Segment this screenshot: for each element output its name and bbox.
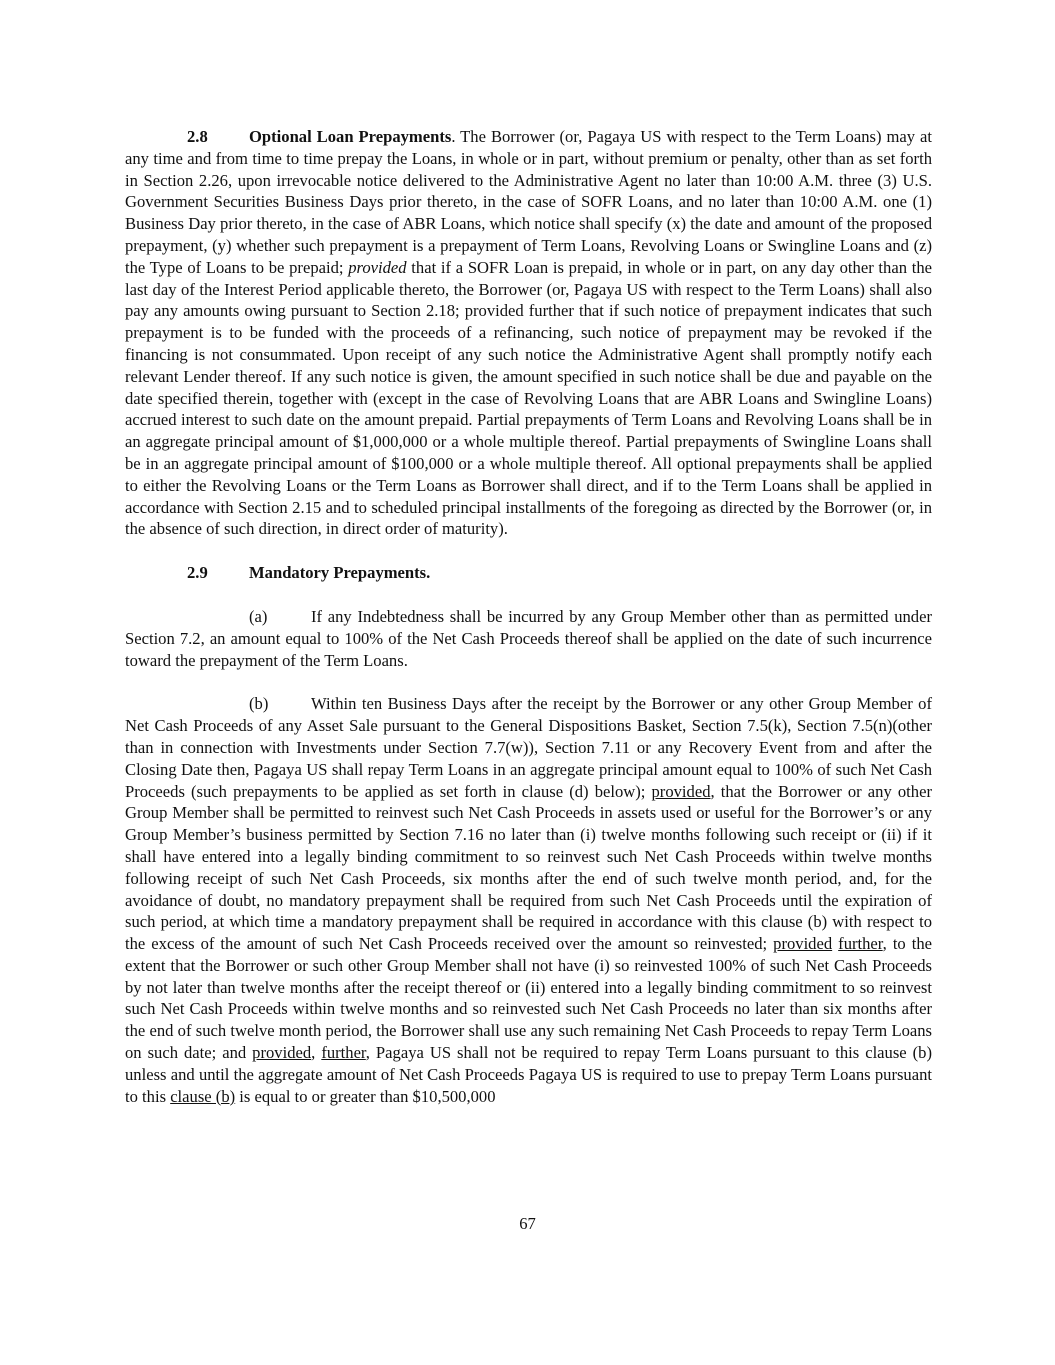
body-text: If any Indebtedness shall be incurred by any Group Member other than as permitted under Section 7.2, an amount equal to 100% of the Net Cash Proceeds thereof shall be applied on the date of such incurrence toward the prepayment of the Term Loans.: [125, 606, 932, 670]
section-number: 2.9: [187, 563, 208, 583]
underlined-term: provided: [651, 781, 711, 801]
underlined-term: clause (b): [170, 1086, 236, 1106]
clause-label: (b): [249, 694, 269, 714]
section-number: 2.8: [187, 127, 208, 146]
italic-term: provided: [348, 257, 407, 277]
underlined-term: further: [321, 1043, 366, 1063]
clause-label: (a): [249, 606, 268, 626]
document-page: [125, 126, 932, 1107]
body-text: . The Borrower (or, Pagaya US with respect to the Term Loans) may at any time and from time to time prepay the Loans, in whole or in part, without premium or penalty, other than as set forth in Section 2.26, upon irrevocable notice delivered to the Administrative Agent no later than 10:00 A.M. three (3) U.S. Government Securities Business Days prior thereto, in the case of SOFR Loans, and no later than 10:00 A.M. one (1) Business Day prior thereto, in the case of ABR Loans, which notice shall specify (x) the date and amount of the proposed prepayment, (y) whether such prepayment is a prepayment of Term Loans, Revolving Loans or Swingline Loans and (z) the Type of Loans to be prepaid;: [125, 127, 932, 277]
body-text: ,: [311, 1043, 322, 1063]
body-text: that if a SOFR Loan is prepaid, in whole or in part, on any day other than the last day of the Interest Period applicable thereto, the Borrower (or, Pagaya US with respect to the Term Loans) shall also pay any amounts owing pursuant to Section 2.18; provided further that if such notice of prepayment indicates that such prepayment is to be funded with the proceeds of a refinancing, such notice of prepayment may be revoked if the financing is not consummated. Upon receipt of any such notice the Administrative Agent shall promptly notify each relevant Lender thereof. If any such notice is given, the amount specified in such notice shall be due and payable on the date specified therein, together with (except in the case of Revolving Loans that are ABR Loans and Swingline Loans) accrued interest to such date on the amount prepaid. Partial prepayments of Term Loans and Revolving Loans shall be in an aggregate principal amount of $1,000,000 or a whole multiple thereof. Partial prepayments of Swingline Loans shall be in an aggregate principal amount of $100,000 or a whole multiple thereof. All optional prepayments shall be applied to either the Revolving Loans or the Term Loans as Borrower shall direct, and if to the Term Loans shall be applied in accordance with Section 2.15 and to scheduled principal installments of the foregoing as directed by the Borrower (or, in the absence of such direction, in direct order of maturity).: [125, 257, 932, 539]
body-text: Within ten Business Days after the receipt by the Borrower or any other Group Member of Net Cash Proceeds of any Asset Sale pursuant to the General Dispositions Basket, Section 7.5(k), Section 7.5(n)(other than in connection with Investments under Section 7.7(w)), Section 7.11 or any Recovery Event from and after the Closing Date then, Pagaya US shall repay Term Loans in an aggregate principal amount equal to 100% of such Net Cash Proceeds (such prepayments to be applied as set forth in clause (d) below);: [125, 694, 932, 801]
body-text: is equal to or greater than $10,500,000: [235, 1086, 496, 1106]
clause-b-paragraph: [125, 693, 932, 1107]
section-title: Optional Loan Prepayments: [249, 127, 452, 146]
underlined-term: further: [838, 934, 883, 954]
body-text: , Pagaya US shall not be required to repay Term Loans pursuant to this clause (b) unless and until the aggregate amount of Net Cash Proceeds Pagaya US is required to use to prepay Term Loans pursuant to this: [125, 1043, 932, 1106]
body-text: , to the extent that the Borrower or such other Group Member shall not have (i) so reinvested 100% of such Net Cash Proceeds by not later than twelve months after the receipt thereof or (ii) entered into a legally binding commitment to so reinvest such Net Cash Proceeds within twelve months and so reinvested such Net Cash Proceeds no later than six months after the end of such twelve month period, the Borrower shall use any such remaining Net Cash Proceeds to repay Term Loans on such date; and: [125, 934, 933, 1063]
body-text: , that the Borrower or any other Group Member shall be permitted to reinvest such Net Cash Proceeds in assets used or useful for the Borrower’s or any Group Member’s business permitted by Section 7.16 no later than (i) twelve months following such receipt or (ii) if it shall have entered into a legally binding commitment to so reinvest such Net Cash Proceeds within twelve months following receipt of such Net Cash Proceeds, six months after the end of such twelve month period, and, for the avoidance of doubt, no mandatory prepayment shall be required from such Net Cash Proceeds until the expiration of such period, at which time a mandatory prepayment shall be required in accordance with this clause (b) with respect to the excess of the amount of such Net Cash Proceeds received over the amount so reinvested;: [125, 781, 932, 954]
section-2-8-paragraph: [125, 126, 932, 540]
page-number: 67: [519, 1214, 536, 1233]
underlined-term: provided: [252, 1043, 312, 1063]
section-2-9-heading: [125, 562, 932, 584]
section-title: Mandatory Prepayments.: [249, 563, 431, 583]
underlined-term: provided: [773, 934, 833, 954]
clause-a-paragraph: [125, 606, 932, 671]
